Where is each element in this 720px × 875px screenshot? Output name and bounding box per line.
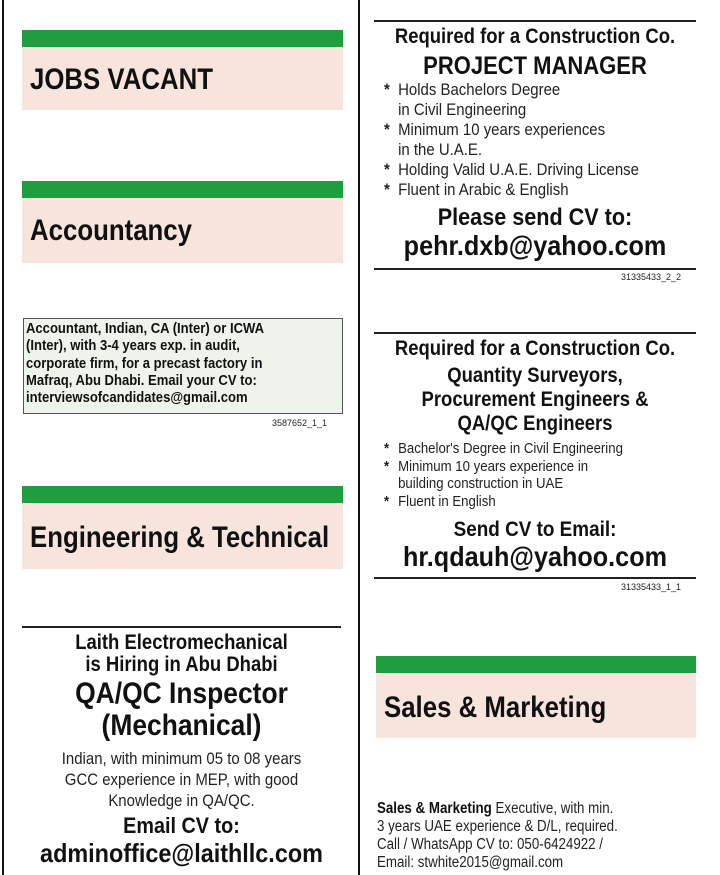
list-item: * Holding Valid U.A.E. Driving License	[384, 160, 639, 179]
page-edge	[2, 0, 4, 875]
ad-reference-code: 31335433_1_1	[621, 582, 682, 592]
position-title: PROJECT MANAGER	[423, 52, 647, 80]
requirements-list	[384, 440, 694, 510]
ad-heading: Required for a Construction Co.	[394, 337, 676, 360]
list-item: * Minimum 10 years experience in	[384, 457, 589, 475]
cta-text: Email CV to:	[123, 813, 240, 838]
quantity-surveyors-ad	[374, 334, 696, 576]
list-item: * Minimum 10 years experiences	[384, 120, 606, 139]
laith-ad	[22, 628, 341, 875]
company-name: Laith Electromechanical is Hiring in Abu Dhabi	[75, 631, 288, 676]
email-link[interactable]: hr.qdauh@yahoo.com	[402, 541, 668, 572]
requirements-list	[384, 80, 694, 200]
email-link[interactable]: adminoffice@laithllc.com	[40, 838, 323, 868]
list-item-continuation: in Civil Engineering	[398, 100, 527, 119]
list-item-continuation: building construction in UAE	[398, 475, 564, 492]
section-header-jobs-vacant	[22, 30, 343, 110]
ad-bottom-rule	[374, 577, 696, 579]
email-link[interactable]: pehr.dxb@yahoo.com	[403, 230, 667, 261]
position-title: Quantity Surveyors, Procurement Engineers & QA/QC Engineers	[421, 364, 649, 435]
ad-lead: Sales & Marketing	[377, 800, 492, 817]
list-item: * Fluent in Arabic & English	[384, 180, 569, 199]
contact-line[interactable]: Call / WhatsApp CV to: 050-6424922 /	[377, 836, 604, 853]
section-title: JOBS VACANT	[30, 63, 214, 96]
cta-text: Send CV to Email:	[453, 518, 617, 541]
list-item: * Bachelor's Degree in Civil Engineering	[384, 440, 623, 457]
ad-heading: Required for a Construction Co.	[394, 25, 676, 48]
list-item-continuation: in the U.A.E.	[398, 140, 483, 159]
column-divider	[358, 0, 360, 875]
project-manager-ad	[374, 22, 696, 268]
ad-body: Accountant, Indian, CA (Inter) or ICWA (Inter), with 3-4 years exp. in audit, corporate firm, for a precast factory in Mafraq, Abu Dhabi. Email your CV to: interviewsofcandidates@gmail.com	[26, 321, 340, 407]
email-link[interactable]: interviewsofcandidates@gmail.com	[26, 390, 248, 407]
section-header-sales	[376, 656, 696, 738]
list-item: * Holds Bachelors Degree	[384, 80, 561, 99]
accountant-ad	[23, 318, 343, 414]
position-description: Indian, with minimum 05 to 08 years GCC experience in MEP, with good Knowledge in QA/QC.	[61, 749, 302, 810]
sales-ad: Sales & Marketing Executive, with min. 3 years UAE experience & D/L, required. Call / WhatsApp CV to: 050-6424922 / Email: stwhite2015@gmail.com	[377, 800, 699, 872]
section-header-accountancy	[22, 181, 343, 263]
ad-reference-code: 3587652_1_1	[272, 418, 328, 428]
section-title: Accountancy	[30, 214, 193, 247]
ad-reference-code: 31335433_2_2	[621, 272, 682, 282]
section-title: Engineering & Technical	[30, 521, 330, 554]
section-header-engineering	[22, 486, 343, 569]
cta-text: Please send CV to:	[437, 204, 633, 231]
ad-bottom-rule	[374, 268, 696, 270]
list-item: * Fluent in English	[384, 492, 496, 510]
section-title: Sales & Marketing	[384, 691, 607, 724]
position-title: QA/QC Inspector (Mechanical)	[75, 677, 288, 742]
email-link[interactable]: Email: stwhite2015@gmail.com	[377, 854, 564, 871]
